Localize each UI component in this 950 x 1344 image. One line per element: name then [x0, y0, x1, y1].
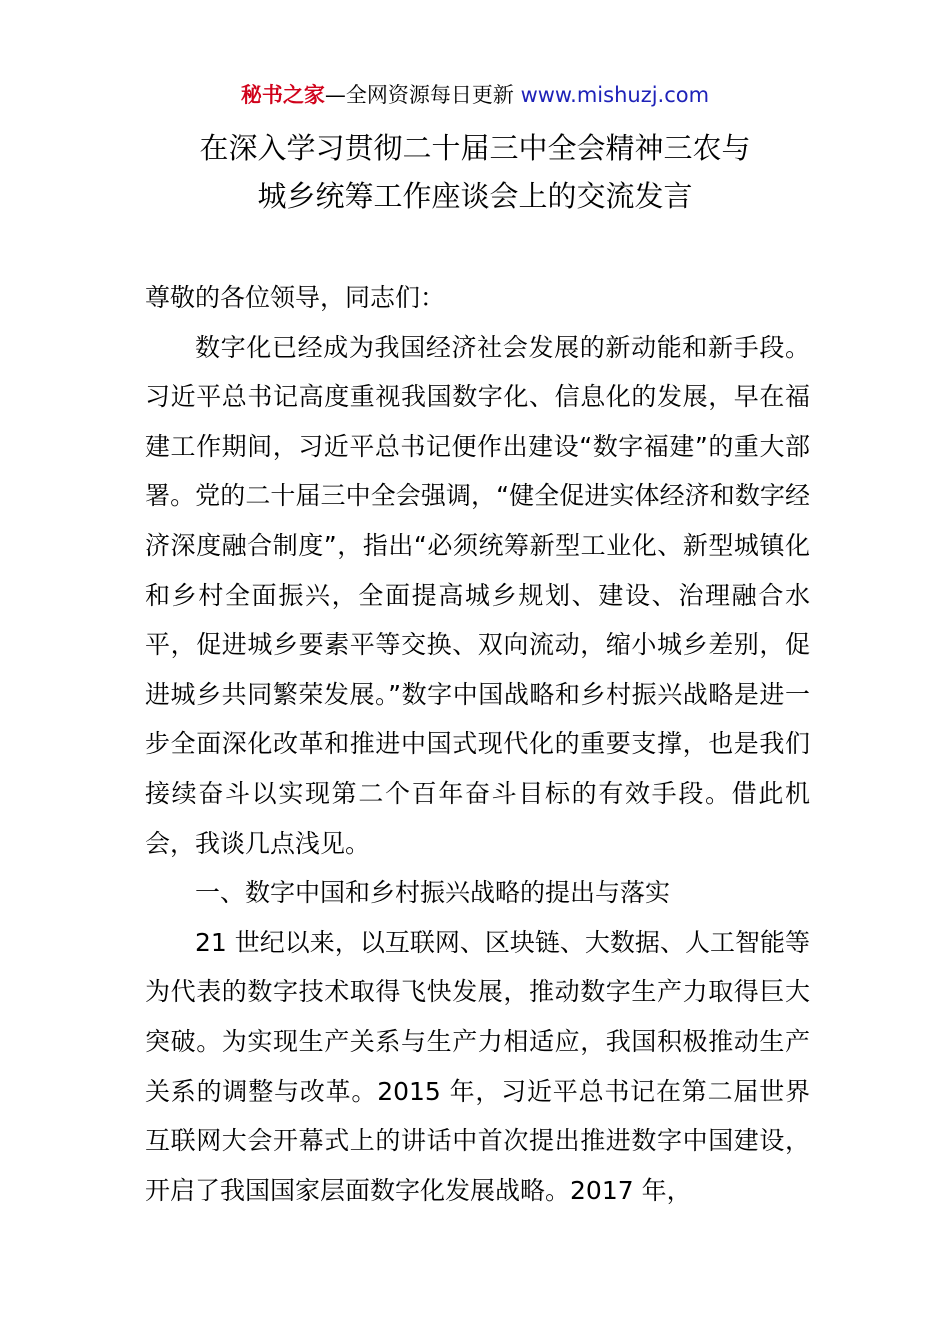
site-tagline: —全网资源每日更新	[324, 83, 521, 107]
site-url-link[interactable]: www.mishuzj.com	[520, 83, 710, 107]
site-brand: 秘书之家	[240, 83, 325, 107]
paragraph-section-1: 21 世纪以来，以互联网、区块链、大数据、人工智能等为代表的数字技术取得飞快发展，推动数字生产力取得巨大突破。为实现生产关系与生产力相适应，我国积极推动生产关系的调整与改革。2015 年，习近平总书记在第二届世界互联网大会开幕式上的讲话中首次提出推进数字中国建设，开启了我国国家层面数字化发展战略。2017 年，	[145, 927, 810, 1205]
site-header	[0, 78, 950, 112]
salutation: 尊敬的各位领导，同志们：	[145, 283, 446, 312]
title-line-1: 在深入学习贯彻二十届三中全会精神三农与	[199, 131, 751, 165]
title-line-2: 城乡统筹工作座谈会上的交流发言	[257, 179, 693, 213]
section-heading-1: 一、数字中国和乡村振兴战略的提出与落实	[195, 878, 671, 908]
document-body	[145, 273, 810, 1215]
document-title	[0, 124, 950, 220]
paragraph-intro: 数字化已经成为我国经济社会发展的新动能和新手段。习近平总书记高度重视我国数字化、信息化的发展，早在福建工作期间，习近平总书记便作出建设“数字福建”的重大部署。党的二十届三中全会强调，“健全促进实体经济和数字经济深度融合制度”，指出“必须统筹新型工业化、新型城镇化和乡村全面振兴，全面提高城乡规划、建设、治理融合水平，促进城乡要素平等交换、双向流动，缩小城乡差别，促进城乡共同繁荣发展。”数字中国战略和乡村振兴战略是进一步全面深化改革和推进中国式现代化的重要支撑，也是我们接续奋斗以实现第二个百年奋斗目标的有效手段。借此机会，我谈几点浅见。	[145, 332, 810, 858]
